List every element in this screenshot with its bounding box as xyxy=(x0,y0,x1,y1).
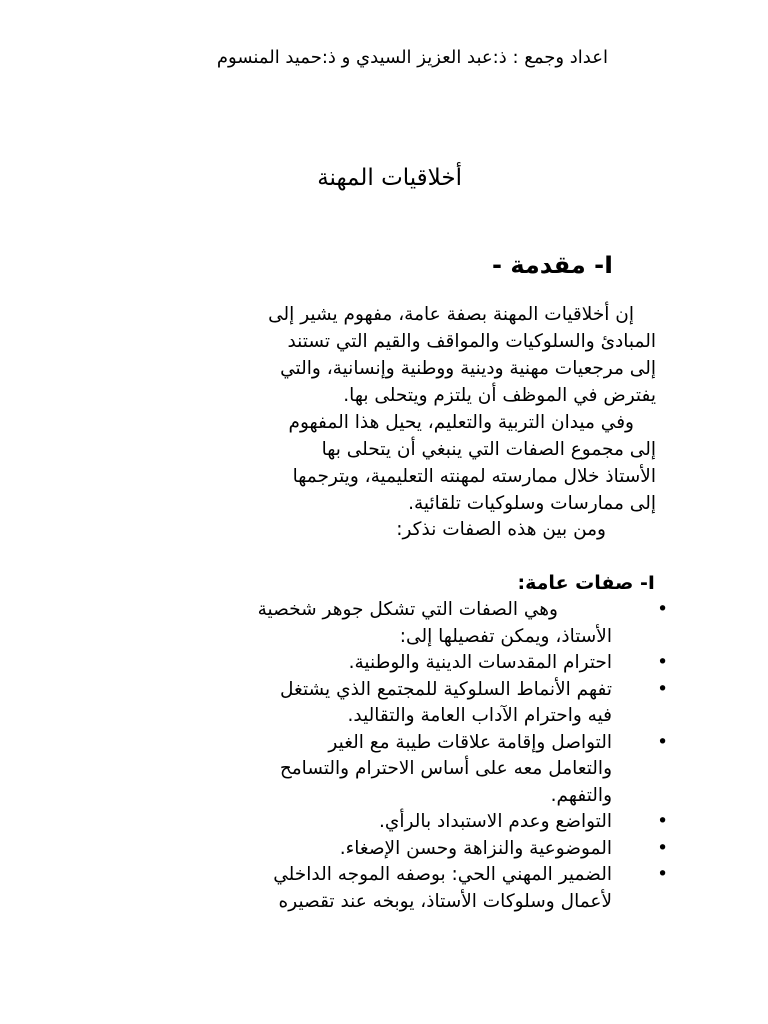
bullet-icon: • xyxy=(657,837,668,859)
section-heading: I- مقدمة - xyxy=(492,251,613,279)
document-title: أخلاقيات المهنة xyxy=(317,165,462,191)
paragraph-line: إلى مرجعيات مهنية ودينية ووطنية وإنسانية، والتي xyxy=(280,358,656,379)
list-item-line: التواضع وعدم الاستبداد بالرأي. xyxy=(379,811,612,832)
bullet-icon: • xyxy=(657,811,668,832)
bullet-icon: • xyxy=(657,678,668,700)
bullet-icon: • xyxy=(657,599,668,620)
list-item-line: الأستاذ، ويمكن تفصيلها إلى: xyxy=(399,625,612,647)
paragraph-line: إن أخلاقيات المهنة بصفة عامة، مفهوم يشير إلى xyxy=(268,304,634,325)
list-intro: ومن بين هذه الصفات نذكر: xyxy=(396,519,606,540)
bullet-icon: • xyxy=(657,864,668,885)
list-item xyxy=(160,862,668,915)
list-item-line: وهي الصفات التي تشكل جوهر شخصية xyxy=(257,599,558,620)
paragraph-line: وفي ميدان التربية والتعليم، يحيل هذا المفهوم xyxy=(288,412,634,433)
list-item xyxy=(160,677,668,730)
list-item xyxy=(160,597,668,650)
list-item-line: الموضوعية والنزاهة وحسن الإصغاء. xyxy=(339,837,612,859)
paragraph-line: إلى مجموع الصفات التي ينبغي أن يتحلى بها xyxy=(321,439,656,460)
bullet-icon: • xyxy=(657,652,668,673)
list-item-line: تفهم الأنماط السلوكية للمجتمع الذي يشتغل xyxy=(280,678,612,700)
list-item-line: والتفهم. xyxy=(550,784,612,806)
paragraph-line: المبادئ والسلوكيات والمواقف والقيم التي تستند xyxy=(287,331,656,352)
list-item-line: فيه واحترام الآداب العامة والتقاليد. xyxy=(347,705,612,726)
general-qualities-subheading: I- صفات عامة: xyxy=(517,572,655,594)
list-item-line: والتعامل معه على أساس الاحترام والتسامح xyxy=(279,758,612,779)
education-paragraph xyxy=(188,409,656,517)
list-item-line: احترام المقدسات الدينية والوطنية. xyxy=(348,652,612,673)
paragraph-line: يفترض في الموظف أن يلتزم ويتحلى بها. xyxy=(343,385,656,406)
list-item-line: الضمير المهني الحي: بوصفه الموجه الداخلي xyxy=(273,864,612,885)
author-line: اعداد وجمع : ذ:عبد العزيز السيدي و ذ:حميد المنسوم xyxy=(216,47,608,68)
list-item-line: لأعمال وسلوكات الأستاذ، يوبخه عند تقصيره xyxy=(278,890,612,912)
paragraph-line: الأستاذ خلال ممارسته لمهنته التعليمية، ويترجمها xyxy=(292,466,656,487)
paragraph-line: إلى ممارسات وسلوكيات تلقائية. xyxy=(408,493,656,514)
qualities-list xyxy=(160,597,668,915)
bullet-icon: • xyxy=(657,731,668,753)
list-item xyxy=(160,730,668,810)
intro-paragraph xyxy=(188,301,656,409)
list-item-line: التواصل وإقامة علاقات طيبة مع الغير xyxy=(328,731,612,753)
list-item xyxy=(160,836,668,863)
list-item xyxy=(160,809,668,836)
list-item xyxy=(160,650,668,677)
